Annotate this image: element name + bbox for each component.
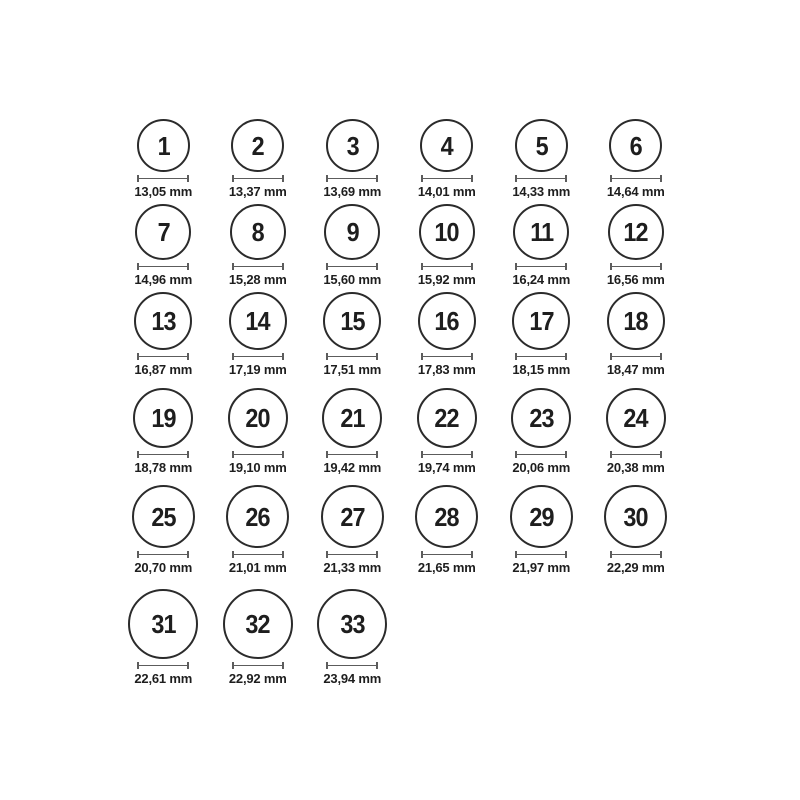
diameter-label: 13,69 mm xyxy=(323,184,382,199)
ruler-end-tick xyxy=(565,175,567,182)
ring-size-number: 31 xyxy=(151,609,176,639)
ruler-end-tick xyxy=(282,551,284,558)
ring-size-item xyxy=(305,119,400,199)
ring-size-number: 18 xyxy=(623,306,648,336)
ring-size-number: 20 xyxy=(245,403,270,433)
ring-circle xyxy=(132,485,195,548)
ruler-end-tick xyxy=(660,551,662,558)
ring-circle xyxy=(326,119,379,172)
ruler-end-tick xyxy=(660,263,662,270)
ring-circle xyxy=(229,292,287,350)
ring-circle xyxy=(510,485,573,548)
ring-circle xyxy=(322,388,382,448)
ruler-end-tick xyxy=(376,175,378,182)
ring-circle xyxy=(609,119,662,172)
ring-size-item xyxy=(589,485,684,575)
ring-circle xyxy=(323,292,381,350)
ring-size-number: 28 xyxy=(434,501,459,532)
diameter-label: 22,61 mm xyxy=(134,671,193,686)
ring-size-chart xyxy=(116,0,686,800)
ring-size-item xyxy=(400,204,495,287)
ring-circle xyxy=(321,485,384,548)
ruler-end-tick xyxy=(376,551,378,558)
ring-size-number: 19 xyxy=(151,403,176,433)
ruler-line xyxy=(137,178,189,180)
ruler-end-tick xyxy=(187,175,189,182)
diameter-ruler-icon xyxy=(515,263,567,270)
ring-size-item xyxy=(211,204,306,287)
ring-size-item xyxy=(400,292,495,377)
ruler-line xyxy=(137,266,189,268)
ring-size-item xyxy=(116,119,211,199)
ruler-end-tick xyxy=(376,263,378,270)
ring-size-item xyxy=(494,119,589,199)
ruler-line xyxy=(610,356,662,358)
diameter-ruler-icon xyxy=(326,662,378,669)
diameter-ruler-icon xyxy=(421,175,473,182)
diameter-ruler-icon xyxy=(515,353,567,360)
ruler-end-tick xyxy=(187,662,189,669)
ring-size-number: 25 xyxy=(151,501,176,532)
ring-size-row xyxy=(116,292,683,377)
ring-size-item xyxy=(589,119,684,199)
ring-circle xyxy=(226,485,289,548)
ring-size-item xyxy=(494,388,589,475)
diameter-label: 18,78 mm xyxy=(134,460,193,475)
diameter-ruler-icon xyxy=(232,175,284,182)
ruler-line xyxy=(326,266,378,268)
diameter-ruler-icon xyxy=(515,551,567,558)
diameter-ruler-icon xyxy=(421,551,473,558)
diameter-ruler-icon xyxy=(515,175,567,182)
ring-size-number: 12 xyxy=(623,217,648,247)
diameter-label: 16,24 mm xyxy=(512,272,571,287)
ruler-line xyxy=(515,356,567,358)
ring-size-number: 4 xyxy=(440,130,453,161)
ruler-end-tick xyxy=(660,353,662,360)
ruler-line xyxy=(421,178,473,180)
ring-size-number: 22 xyxy=(434,403,459,433)
ring-size-row xyxy=(116,204,683,287)
ring-size-number: 11 xyxy=(529,217,553,247)
ring-size-number: 13 xyxy=(151,306,176,336)
ring-size-row xyxy=(116,589,400,686)
ruler-line xyxy=(137,356,189,358)
diameter-label: 21,97 mm xyxy=(512,560,571,575)
ruler-end-tick xyxy=(376,353,378,360)
ring-size-item xyxy=(116,292,211,377)
ruler-end-tick xyxy=(282,175,284,182)
diameter-ruler-icon xyxy=(421,263,473,270)
ruler-end-tick xyxy=(471,551,473,558)
ring-circle xyxy=(511,388,571,448)
diameter-label: 17,19 mm xyxy=(228,362,287,377)
ruler-line xyxy=(232,454,284,456)
diameter-label: 15,60 mm xyxy=(323,272,382,287)
ruler-end-tick xyxy=(282,263,284,270)
diameter-ruler-icon xyxy=(515,451,567,458)
ruler-end-tick xyxy=(187,353,189,360)
ruler-end-tick xyxy=(471,175,473,182)
ring-circle xyxy=(230,204,286,260)
ring-size-item xyxy=(305,204,400,287)
diameter-label: 16,87 mm xyxy=(134,362,193,377)
diameter-ruler-icon xyxy=(326,353,378,360)
ruler-line xyxy=(232,178,284,180)
ruler-end-tick xyxy=(565,353,567,360)
ruler-line xyxy=(610,266,662,268)
ring-circle xyxy=(128,589,198,659)
ruler-end-tick xyxy=(187,451,189,458)
ruler-line xyxy=(610,178,662,180)
ring-size-number: 2 xyxy=(251,130,264,161)
ruler-end-tick xyxy=(471,451,473,458)
diameter-ruler-icon xyxy=(610,353,662,360)
diameter-ruler-icon xyxy=(610,451,662,458)
ring-size-row xyxy=(116,119,683,199)
ring-size-item xyxy=(494,485,589,575)
ring-size-number: 17 xyxy=(529,306,554,336)
ruler-end-tick xyxy=(565,451,567,458)
diameter-ruler-icon xyxy=(232,353,284,360)
diameter-label: 21,65 mm xyxy=(417,560,476,575)
ring-size-item xyxy=(305,292,400,377)
ring-circle xyxy=(418,292,476,350)
diameter-label: 18,15 mm xyxy=(512,362,571,377)
ring-size-number: 16 xyxy=(434,306,459,336)
ruler-line xyxy=(326,665,378,667)
ring-size-item xyxy=(494,292,589,377)
ring-size-number: 24 xyxy=(623,403,648,433)
diameter-ruler-icon xyxy=(610,263,662,270)
ruler-end-tick xyxy=(187,263,189,270)
ring-size-number: 32 xyxy=(245,609,270,639)
ring-circle xyxy=(604,485,667,548)
diameter-label: 13,37 mm xyxy=(228,184,287,199)
ring-circle xyxy=(417,388,477,448)
ring-circle xyxy=(317,589,387,659)
diameter-label: 14,33 mm xyxy=(512,184,571,199)
ring-circle xyxy=(606,388,666,448)
ruler-end-tick xyxy=(282,451,284,458)
diameter-ruler-icon xyxy=(421,353,473,360)
ring-circle xyxy=(513,204,569,260)
ruler-line xyxy=(515,266,567,268)
ruler-line xyxy=(232,356,284,358)
diameter-ruler-icon xyxy=(326,551,378,558)
ring-size-item xyxy=(211,589,306,686)
ruler-end-tick xyxy=(660,175,662,182)
ring-size-item xyxy=(116,388,211,475)
ruler-end-tick xyxy=(376,662,378,669)
ring-size-row xyxy=(116,388,683,475)
ruler-line xyxy=(326,554,378,556)
ring-circle xyxy=(134,292,192,350)
diameter-ruler-icon xyxy=(137,175,189,182)
ring-circle xyxy=(223,589,293,659)
diameter-label: 13,05 mm xyxy=(134,184,193,199)
ring-size-number: 3 xyxy=(346,130,359,161)
ring-circle xyxy=(137,119,190,172)
ring-size-number: 6 xyxy=(629,130,642,161)
diameter-label: 16,56 mm xyxy=(606,272,665,287)
ring-size-item xyxy=(116,204,211,287)
ring-size-row xyxy=(116,485,683,575)
diameter-label: 19,42 mm xyxy=(323,460,382,475)
ruler-line xyxy=(421,454,473,456)
ring-size-number: 7 xyxy=(157,217,170,247)
ring-size-item xyxy=(400,485,495,575)
ruler-end-tick xyxy=(565,551,567,558)
ring-size-number: 23 xyxy=(529,403,554,433)
ruler-line xyxy=(421,266,473,268)
ruler-end-tick xyxy=(376,451,378,458)
diameter-label: 15,92 mm xyxy=(417,272,476,287)
diameter-ruler-icon xyxy=(232,263,284,270)
ring-size-number: 5 xyxy=(535,130,548,161)
ruler-line xyxy=(421,554,473,556)
ruler-line xyxy=(515,554,567,556)
ruler-line xyxy=(326,356,378,358)
ring-circle xyxy=(607,292,665,350)
ruler-end-tick xyxy=(471,263,473,270)
diameter-ruler-icon xyxy=(137,451,189,458)
diameter-label: 18,47 mm xyxy=(606,362,665,377)
ring-size-number: 33 xyxy=(340,609,365,639)
ruler-line xyxy=(515,178,567,180)
diameter-label: 19,74 mm xyxy=(417,460,476,475)
diameter-label: 23,94 mm xyxy=(323,671,382,686)
ring-size-number: 9 xyxy=(346,217,359,247)
ring-size-number: 15 xyxy=(340,306,365,336)
diameter-ruler-icon xyxy=(421,451,473,458)
ring-circle xyxy=(228,388,288,448)
ruler-line xyxy=(326,454,378,456)
diameter-label: 17,83 mm xyxy=(417,362,476,377)
diameter-label: 20,06 mm xyxy=(512,460,571,475)
ring-size-item xyxy=(211,119,306,199)
diameter-ruler-icon xyxy=(326,451,378,458)
ruler-end-tick xyxy=(471,353,473,360)
ring-size-item xyxy=(589,388,684,475)
ring-size-item xyxy=(211,485,306,575)
ruler-line xyxy=(610,454,662,456)
ring-size-item xyxy=(116,485,211,575)
ruler-end-tick xyxy=(282,662,284,669)
diameter-ruler-icon xyxy=(610,175,662,182)
diameter-ruler-icon xyxy=(232,551,284,558)
ring-circle xyxy=(608,204,664,260)
ring-size-number: 30 xyxy=(623,501,648,532)
ring-size-item xyxy=(400,388,495,475)
ring-size-number: 27 xyxy=(340,501,365,532)
ring-size-number: 1 xyxy=(157,130,170,161)
ring-size-item xyxy=(211,292,306,377)
ruler-line xyxy=(232,554,284,556)
ruler-line xyxy=(232,266,284,268)
ruler-line xyxy=(515,454,567,456)
diameter-label: 21,01 mm xyxy=(228,560,287,575)
ruler-end-tick xyxy=(565,263,567,270)
diameter-ruler-icon xyxy=(137,551,189,558)
diameter-ruler-icon xyxy=(137,263,189,270)
ring-circle xyxy=(324,204,380,260)
ring-size-number: 10 xyxy=(434,217,459,247)
diameter-ruler-icon xyxy=(326,175,378,182)
diameter-label: 14,96 mm xyxy=(134,272,193,287)
diameter-label: 17,51 mm xyxy=(323,362,382,377)
ring-circle xyxy=(515,119,568,172)
diameter-ruler-icon xyxy=(137,353,189,360)
ring-size-number: 29 xyxy=(529,501,554,532)
diameter-ruler-icon xyxy=(610,551,662,558)
ruler-line xyxy=(232,665,284,667)
ring-circle xyxy=(420,119,473,172)
ring-circle xyxy=(231,119,284,172)
ring-size-item xyxy=(589,292,684,377)
diameter-label: 21,33 mm xyxy=(323,560,382,575)
ring-size-number: 26 xyxy=(245,501,270,532)
ring-circle xyxy=(415,485,478,548)
diameter-label: 19,10 mm xyxy=(228,460,287,475)
diameter-label: 20,70 mm xyxy=(134,560,193,575)
diameter-label: 22,29 mm xyxy=(606,560,665,575)
diameter-label: 14,64 mm xyxy=(606,184,665,199)
ring-size-number: 8 xyxy=(251,217,264,247)
diameter-ruler-icon xyxy=(326,263,378,270)
ring-size-item xyxy=(305,589,400,686)
ring-size-number: 21 xyxy=(340,403,365,433)
ring-size-item xyxy=(211,388,306,475)
diameter-label: 22,92 mm xyxy=(228,671,287,686)
ring-size-item xyxy=(589,204,684,287)
ruler-line xyxy=(326,178,378,180)
ring-size-item xyxy=(305,388,400,475)
ruler-line xyxy=(610,554,662,556)
diameter-label: 15,28 mm xyxy=(228,272,287,287)
ruler-line xyxy=(421,356,473,358)
ring-size-number: 14 xyxy=(245,306,270,336)
diameter-ruler-icon xyxy=(137,662,189,669)
ring-size-item xyxy=(116,589,211,686)
ruler-end-tick xyxy=(282,353,284,360)
diameter-label: 20,38 mm xyxy=(606,460,665,475)
ring-circle xyxy=(135,204,191,260)
diameter-ruler-icon xyxy=(232,662,284,669)
ring-size-item xyxy=(494,204,589,287)
ring-size-item xyxy=(305,485,400,575)
ring-circle xyxy=(133,388,193,448)
diameter-label: 14,01 mm xyxy=(417,184,476,199)
diameter-ruler-icon xyxy=(232,451,284,458)
ruler-line xyxy=(137,665,189,667)
ruler-end-tick xyxy=(660,451,662,458)
ring-size-item xyxy=(400,119,495,199)
ruler-end-tick xyxy=(187,551,189,558)
ring-circle xyxy=(419,204,475,260)
ring-circle xyxy=(512,292,570,350)
ruler-line xyxy=(137,454,189,456)
ruler-line xyxy=(137,554,189,556)
